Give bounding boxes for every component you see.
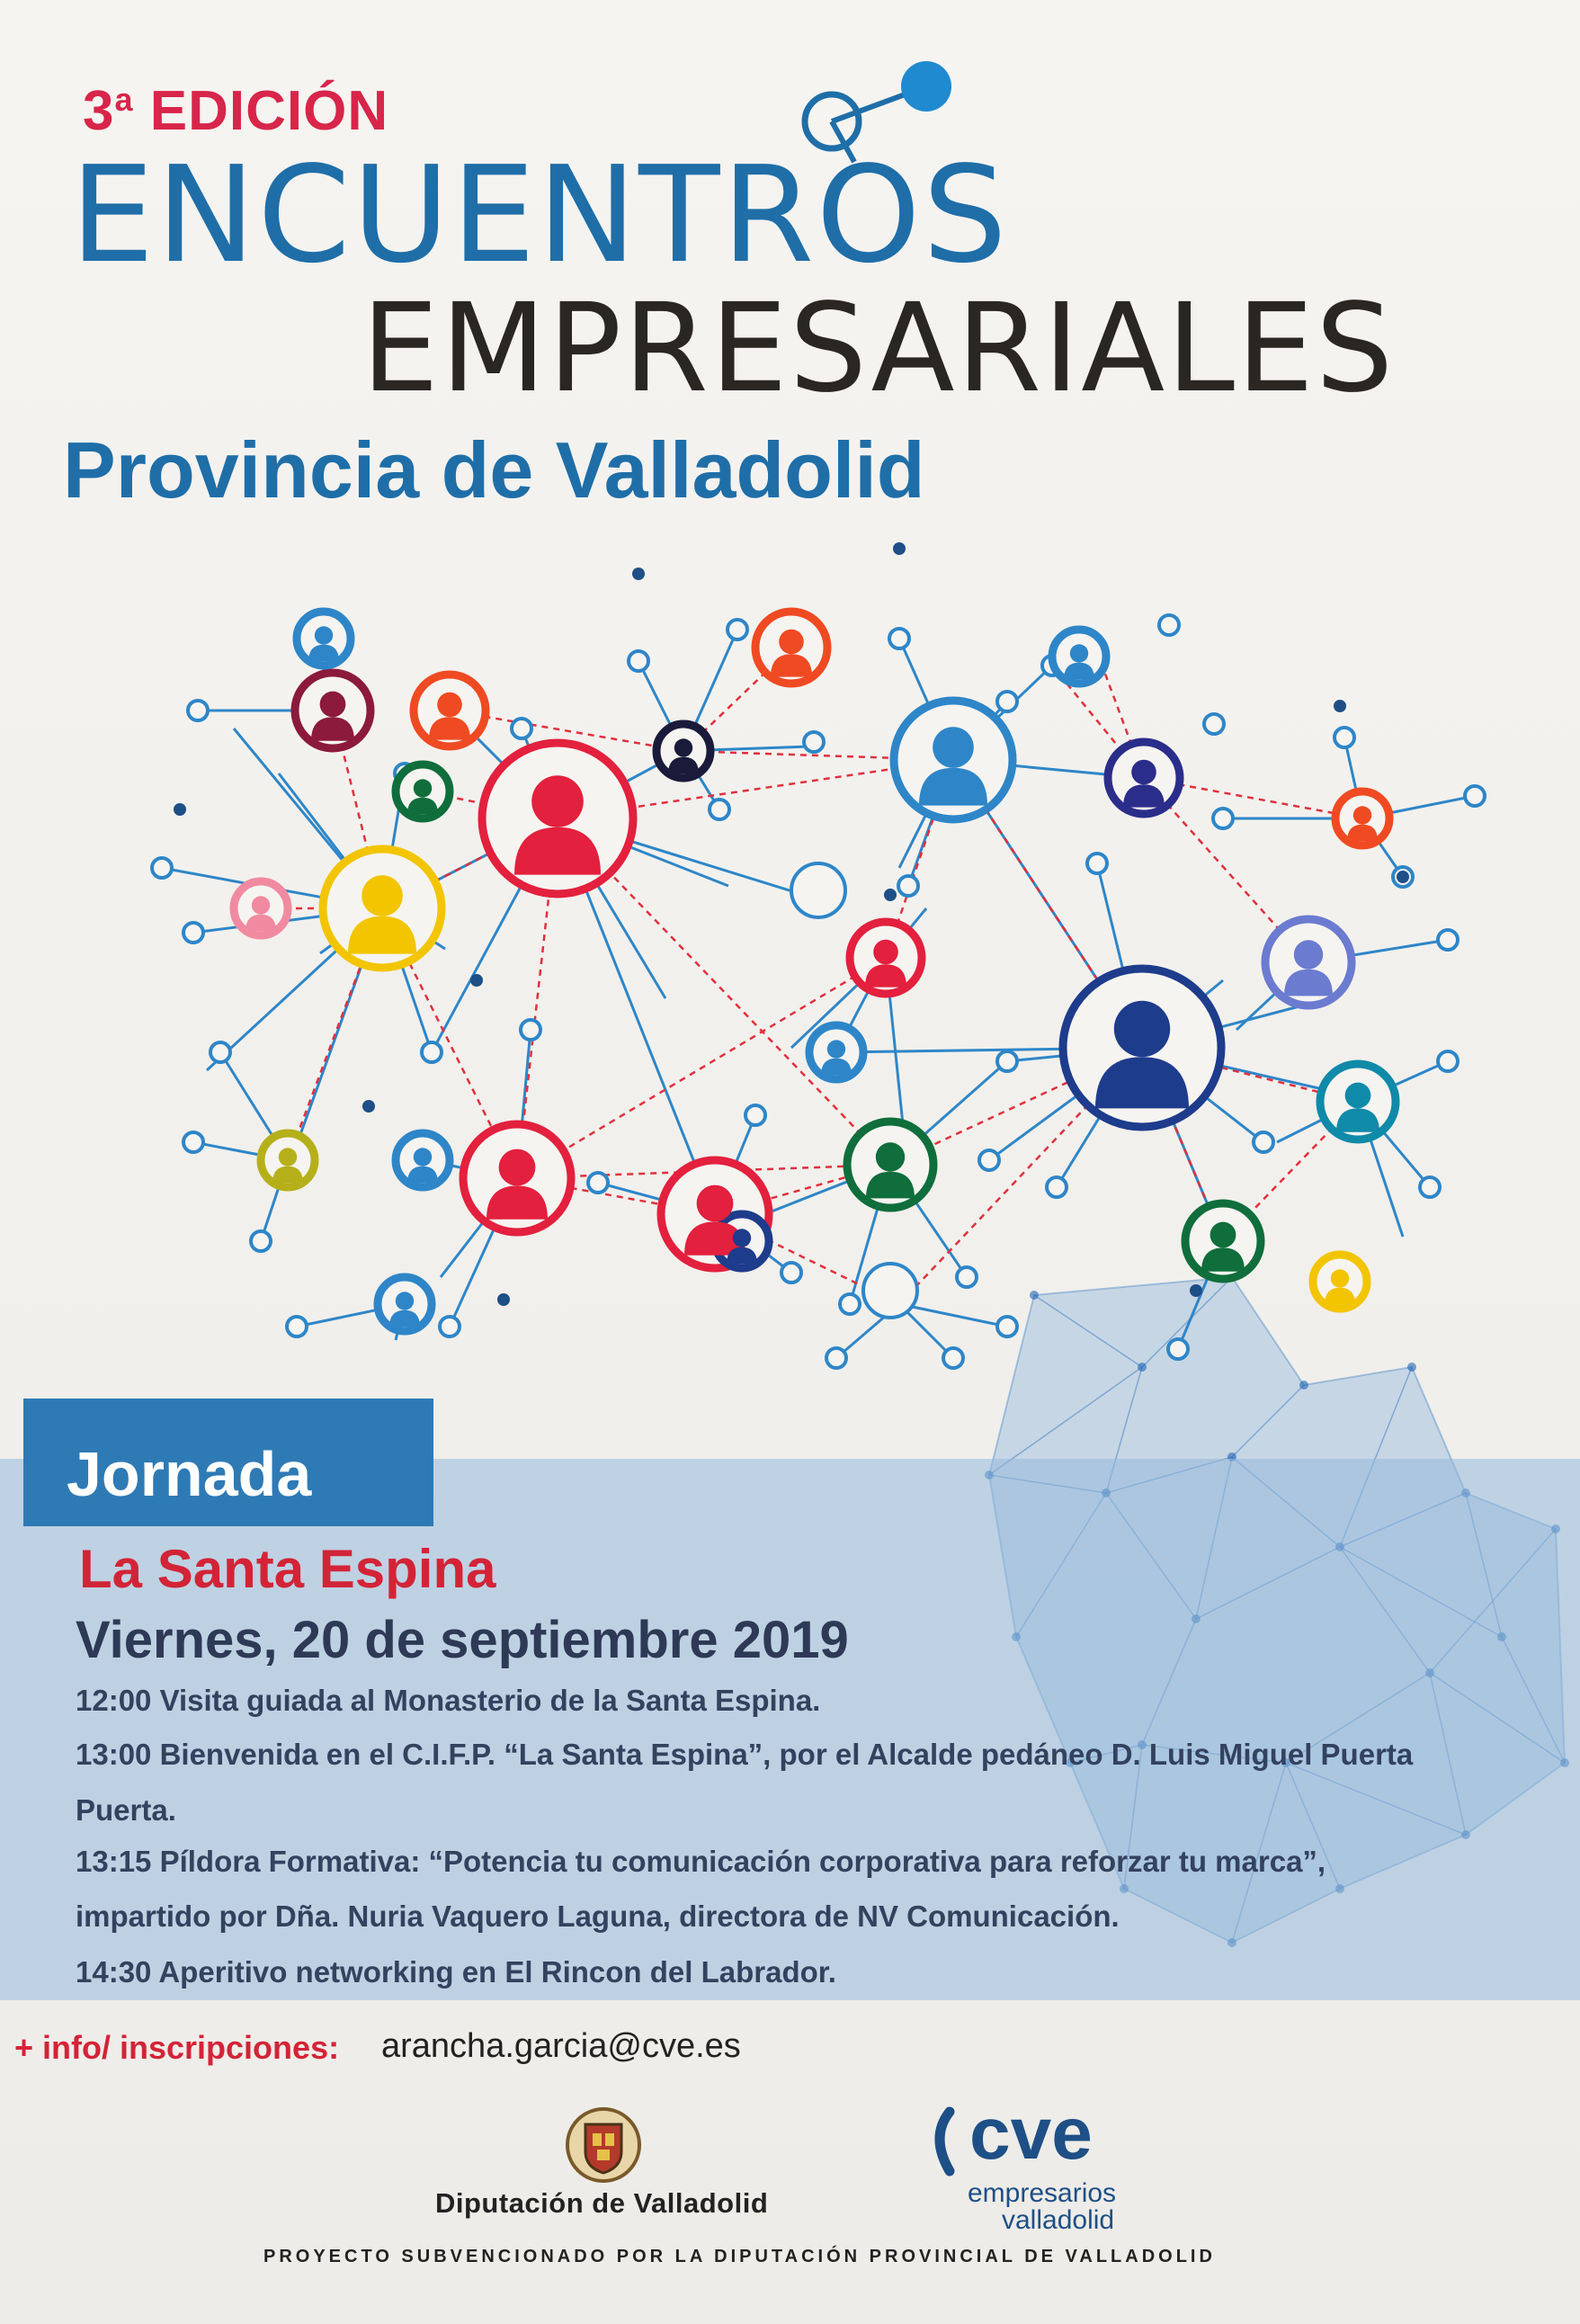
diputacion-logo-text: Diputación de Valladolid (435, 2187, 769, 2219)
program-line: 12:00 Visita guiada al Monasterio de la Santa Espina. (76, 1684, 821, 1717)
title-line-2: EMPRESARIALES (362, 278, 1396, 420)
cve-logo (924, 2085, 1093, 2184)
jornada-label: Jornada (23, 1399, 433, 1526)
shield-crest-icon (563, 2105, 644, 2185)
cve-mark: cve (969, 2093, 1093, 2175)
cve-text-line-1: empresarios (968, 2178, 1117, 2208)
program-line: 13:00 Bienvenida en el C.I.F.P. “La Santa Espina”, por el Alcalde pedáneo D. Luis Miguel Puerta (76, 1738, 1414, 1771)
info-label: + info/ inscripciones: (14, 2029, 340, 2066)
title-line-1: ENCUENTROS (70, 138, 1009, 292)
title-line-3: Provincia de Valladolid (63, 425, 925, 514)
contact-email[interactable]: arancha.garcia@cve.es (381, 2027, 741, 2065)
program-line: impartido por Dña. Nuria Vaquero Laguna, directora de NV Comunicación. (76, 1899, 1120, 1933)
event-place: La Santa Espina (79, 1539, 496, 1599)
edition-label: 3$^a$ EDICIÓN (83, 80, 389, 142)
cve-text-line-2: valladolid (1002, 2205, 1115, 2235)
people-network-illustration (108, 531, 1511, 1394)
footer-note: PROYECTO SUBVENCIONADO POR LA DIPUTACIÓN PROVINCIAL DE VALLADOLID (263, 2247, 1216, 2266)
program-line: 14:30 Aperitivo networking en El Rincon del Labrador. (76, 1955, 836, 1989)
program-line: 13:15 Píldora Formativa: “Potencia tu comunicación corporativa para reforzar tu marca”, (76, 1845, 1326, 1878)
program-line: Puerta. (76, 1793, 176, 1827)
event-date: Viernes, 20 de septiembre 2019 (76, 1611, 849, 1669)
